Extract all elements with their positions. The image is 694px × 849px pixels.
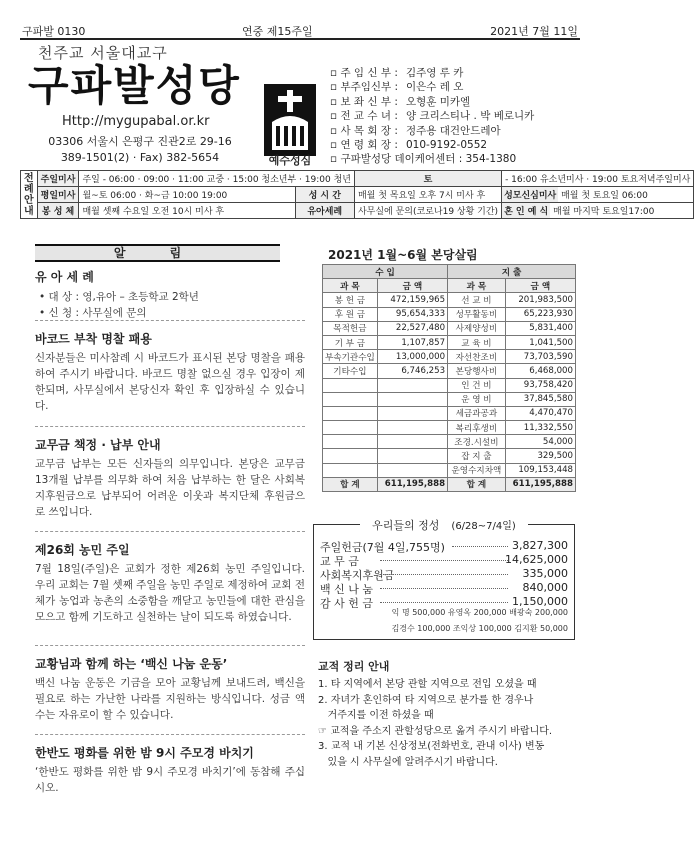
finance-row bbox=[323, 435, 576, 449]
divider bbox=[35, 645, 305, 646]
parish-title: 구파발성당 bbox=[28, 61, 241, 110]
transfer-line: 거주지를 이전 하셨을 때 bbox=[318, 710, 434, 722]
finance-category: 조경.시설비 bbox=[448, 435, 506, 449]
finance-row bbox=[323, 463, 576, 477]
cell-label: 토 bbox=[354, 171, 501, 187]
address-line: 03306 서울시 은평구 진관2로 29-16 bbox=[48, 135, 232, 148]
cell-pair: 성모신심미사 매월 첫 토요일 06:00 bbox=[502, 187, 694, 203]
finance-row bbox=[323, 378, 576, 392]
transfer-line: 1. 타 지역에서 본당 관할 지역으로 전입 오셨을 때 bbox=[318, 679, 537, 690]
notice-body: ‘한반도 평화를 위한 밤 9시 주모경 바치기’에 동참해 주십시오. bbox=[35, 766, 305, 794]
notice-vaccine-sharing bbox=[35, 655, 305, 723]
notices-section-label: 알 림 bbox=[35, 244, 280, 262]
finance-category bbox=[323, 406, 378, 420]
notice-body: 7월 18일(주일)은 교회가 정한 제26회 농민 주일입니다. 우리 교회는 7월 셋째 주일을 농민 주일로 제정하여 교회 전체가 농업과 농촌의 소중함을 깨닫고 농민들에 대한 관심을 모으고 함께 기도하고 실천하는 날이 되도록 하였습니다. bbox=[35, 563, 306, 623]
finance-amount: 37,845,580 bbox=[505, 392, 575, 406]
finance-category: 인 건 비 bbox=[448, 378, 506, 392]
staff-list bbox=[330, 66, 534, 167]
notice-infant-baptism bbox=[35, 268, 305, 321]
offering-amount: 840,000 bbox=[522, 581, 568, 594]
finance-amount: 73,703,590 bbox=[505, 350, 575, 364]
offering-label: 교 무 금 bbox=[320, 555, 359, 568]
offering-label: 백 신 나 눔 bbox=[320, 583, 373, 596]
staff-row: ▫ 전 교 수 녀 : 양 크리스티나 . 박 베로니카 bbox=[330, 110, 535, 123]
leader-dots bbox=[380, 602, 508, 603]
cell-value: 월~토 06:00 · 화~금 10:00 19:00 bbox=[79, 187, 295, 203]
finance-row bbox=[323, 321, 576, 335]
cell-value: - 16:00 유소년미사 · 19:00 토요저녁주일미사 bbox=[502, 171, 694, 187]
finance-category: 성무활동비 bbox=[448, 307, 506, 321]
finance-amount: 22,527,480 bbox=[377, 321, 447, 335]
finance-category bbox=[323, 421, 378, 435]
finance-amount: 4,470,470 bbox=[505, 406, 575, 420]
notice-line: • 대 상 : 영,유아 – 초등학교 2학년 bbox=[39, 291, 199, 303]
finance-amount bbox=[377, 406, 447, 420]
offering-note: 익 명 500,000 유영옥 200,000 배광숙 200,000 bbox=[391, 608, 568, 617]
total-label: 합 계 bbox=[448, 477, 506, 491]
leader-dots bbox=[380, 588, 508, 589]
finance-total-row bbox=[323, 477, 576, 491]
transfer-line: 2. 자녀가 혼인하여 타 지역으로 분가를 한 경우나 bbox=[318, 694, 534, 706]
finance-category bbox=[323, 378, 378, 392]
notice-body: 백신 나눔 운동은 기금을 모아 교황님께 보내드려, 백신을 필요로 하는 가난한 나라를 지원하는 방식입니다. 성금 액수는 자유로이 할 수 있습니다. bbox=[35, 677, 305, 721]
offering-note: 김경수 100,000 조익상 100,000 김지환 50,000 bbox=[391, 624, 568, 633]
issue-number: 구파발 0130 bbox=[22, 25, 86, 38]
finance-table bbox=[322, 264, 576, 492]
finance-row bbox=[323, 392, 576, 406]
cell-label: 유아세례 bbox=[295, 203, 354, 219]
notice-title: 제26회 농민 주일 bbox=[35, 543, 130, 557]
finance-amount bbox=[377, 378, 447, 392]
finance-category: 봉 헌 금 bbox=[323, 293, 378, 307]
finance-category: 운영수지차액 bbox=[448, 463, 506, 477]
finance-row bbox=[323, 293, 576, 307]
finance-category: 잡 지 출 bbox=[448, 449, 506, 463]
finance-amount: 95,654,333 bbox=[377, 307, 447, 321]
offering-amount: 335,000 bbox=[522, 567, 568, 580]
finance-amount: 201,983,500 bbox=[505, 293, 575, 307]
offering-label: 사회복지후원금 bbox=[320, 569, 395, 582]
finance-category: 운 영 비 bbox=[448, 392, 506, 406]
cell-value: 사무실에 문의(코로나19 상황 기간) bbox=[354, 203, 501, 219]
leader-dots bbox=[380, 574, 508, 575]
income-header: 수 입 bbox=[323, 265, 448, 279]
finance-amount bbox=[377, 392, 447, 406]
finance-category: 선 교 비 bbox=[448, 293, 506, 307]
col-header: 금 액 bbox=[505, 279, 575, 293]
finance-amount: 13,000,000 bbox=[377, 350, 447, 364]
notice-title: 교무금 책정 · 납부 안내 bbox=[35, 438, 161, 452]
offering-box bbox=[313, 519, 575, 640]
address-block bbox=[30, 134, 250, 166]
phone-line: 389-1501(2) · Fax) 382-5654 bbox=[60, 151, 220, 164]
finance-category bbox=[323, 435, 378, 449]
transfer-line: 있을 시 사무실에 알려주시기 바랍니다. bbox=[318, 756, 498, 768]
finance-amount bbox=[377, 435, 447, 449]
transfer-body bbox=[318, 677, 580, 771]
total-amount: 611,195,888 bbox=[505, 477, 575, 491]
cell-value: 매월 첫 목요일 오후 7시 미사 후 bbox=[354, 187, 501, 203]
finance-amount: 54,000 bbox=[505, 435, 575, 449]
finance-amount: 93,758,420 bbox=[505, 378, 575, 392]
finance-amount: 1,107,857 bbox=[377, 335, 447, 349]
notice-farmers-sunday bbox=[35, 541, 305, 625]
offering-amount: 1,150,000 bbox=[512, 595, 568, 608]
liturgical-week: 연중 제15주일 bbox=[242, 25, 313, 38]
finance-amount bbox=[377, 449, 447, 463]
total-label: 합 계 bbox=[323, 477, 378, 491]
offering-amount: 14,625,000 bbox=[505, 553, 568, 566]
finance-category: 세금과공과 bbox=[448, 406, 506, 420]
cell-label: 성 시 간 bbox=[295, 187, 354, 203]
cell-label: 평일미사 bbox=[37, 187, 79, 203]
notice-barcode bbox=[35, 330, 305, 414]
staff-row: ▫ 구파발성당 데이케어센터 : 354-1380 bbox=[330, 153, 517, 166]
finance-amount: 472,159,965 bbox=[377, 293, 447, 307]
staff-row: ▫ 부주임신부 : 이은수 레 오 bbox=[330, 81, 464, 94]
offering-title: 우리들의 정성 (6/28~7/4일) bbox=[314, 517, 574, 533]
finance-amount: 6,746,253 bbox=[377, 364, 447, 378]
finance-amount: 1,041,500 bbox=[505, 335, 575, 349]
divider bbox=[35, 531, 305, 532]
notice-title: 유 아 세 례 bbox=[35, 270, 94, 284]
finance-amount: 11,332,550 bbox=[505, 421, 575, 435]
staff-row: ▫ 보 좌 신 부 : 오형훈 미카엘 bbox=[330, 95, 471, 108]
diocese-label: 천주교 서울대교구 bbox=[38, 44, 168, 62]
finance-row bbox=[323, 406, 576, 420]
issue-date: 2021년 7월 11일 bbox=[490, 25, 578, 38]
top-bar bbox=[20, 20, 580, 40]
finance-row bbox=[323, 421, 576, 435]
finance-amount bbox=[377, 421, 447, 435]
transfer-line: ☞ 교적을 주소지 관할성당으로 옮겨 주시기 바랍니다. bbox=[318, 725, 553, 737]
divider bbox=[35, 426, 305, 427]
finance-category bbox=[323, 392, 378, 406]
notice-title: 바코드 부착 명찰 패용 bbox=[35, 332, 152, 346]
finance-category: 후 원 금 bbox=[323, 307, 378, 321]
transfer-line: 3. 교적 내 기본 신상정보(전화번호, 관내 이사) 변동 bbox=[318, 741, 545, 753]
finance-row bbox=[323, 335, 576, 349]
cell-pair: 혼 인 예 식 매월 마지막 토요일17:00 bbox=[502, 203, 694, 219]
finance-amount: 5,831,400 bbox=[505, 321, 575, 335]
finance-row bbox=[323, 449, 576, 463]
offering-label: 주일헌금(7월 4일,755명) bbox=[320, 541, 445, 554]
finance-category: 본당행사비 bbox=[448, 364, 506, 378]
finance-amount bbox=[377, 463, 447, 477]
finance-row bbox=[323, 364, 576, 378]
notice-body: 교무금 납부는 모든 신자들의 의무입니다. 본당은 교무금 13개월 납부를 의무화 하여 처음 납부하는 한 달은 사회복지후원금으로 납부되어 어려운 이웃과 복지단체 후원금으로 쓰입니다. bbox=[35, 458, 305, 518]
notice-title: 한반도 평화를 위한 밤 9시 주모경 바치기 bbox=[35, 746, 254, 760]
leader-dots bbox=[380, 560, 508, 561]
expense-header: 지 출 bbox=[448, 265, 576, 279]
notice-dues bbox=[35, 436, 305, 520]
transfer-title: 교적 정리 안내 bbox=[318, 660, 390, 673]
col-header: 금 액 bbox=[377, 279, 447, 293]
finance-category: 교 육 비 bbox=[448, 335, 506, 349]
notice-line: • 신 청 : 사무실에 문의 bbox=[39, 307, 147, 319]
liturgy-schedule-table bbox=[20, 170, 694, 219]
offering-amount: 3,827,300 bbox=[512, 539, 568, 552]
col-header: 과 목 bbox=[448, 279, 506, 293]
leader-dots bbox=[452, 546, 508, 547]
finance-row bbox=[323, 350, 576, 364]
finance-category: 부속기관수입 bbox=[323, 350, 378, 364]
finance-title: 2021년 1월~6월 본당살림 bbox=[328, 248, 478, 262]
notice-peace-prayer bbox=[35, 744, 305, 796]
finance-category: 기 부 금 bbox=[323, 335, 378, 349]
finance-category bbox=[323, 463, 378, 477]
offering-label: 감 사 헌 금 bbox=[320, 597, 373, 610]
finance-category: 목적헌금 bbox=[323, 321, 378, 335]
total-amount: 611,195,888 bbox=[377, 477, 447, 491]
finance-category: 복리후생비 bbox=[448, 421, 506, 435]
finance-amount: 6,468,000 bbox=[505, 364, 575, 378]
col-header: 과 목 bbox=[323, 279, 378, 293]
cell-label: 주일미사 bbox=[37, 171, 79, 187]
finance-category: 자선찬조비 bbox=[448, 350, 506, 364]
cell-label: 봉 성 체 bbox=[37, 203, 79, 219]
divider bbox=[35, 734, 305, 735]
finance-category: 기타수입 bbox=[323, 364, 378, 378]
cell-value: 매월 셋째 수요일 오전 10시 미사 후 bbox=[79, 203, 295, 219]
website-link[interactable]: Http://mygupabal.or.kr bbox=[62, 114, 210, 129]
schedule-side-label: 전례안내 bbox=[21, 171, 38, 219]
divider bbox=[35, 320, 305, 321]
staff-row: ▫ 연 령 회 장 : 010-9192-0552 bbox=[330, 139, 488, 152]
finance-amount: 109,153,448 bbox=[505, 463, 575, 477]
notice-body: 신자분들은 미사참례 시 바코드가 표시된 본당 명찰을 패용하여 주시기 바랍니다. 바코드 명찰 없으실 경우 입장이 제한되며, 사무실에서 본당신자 확인 후 입장하실 수 있습니다. bbox=[35, 352, 305, 412]
cell-value: 주일 - 06:00 · 09:00 · 11:00 교중 · 15:00 청소년부 · 19:00 청년 bbox=[79, 171, 355, 187]
finance-category bbox=[323, 449, 378, 463]
staff-row: ▫ 사 목 회 장 : 정주용 대건안드레아 bbox=[330, 124, 501, 137]
finance-amount: 329,500 bbox=[505, 449, 575, 463]
finance-category: 사제양성비 bbox=[448, 321, 506, 335]
finance-amount: 65,223,930 bbox=[505, 307, 575, 321]
logo-caption: 예수성심 bbox=[268, 154, 312, 167]
notice-title: 교황님과 함께 하는 ‘백신 나눔 운동’ bbox=[35, 657, 228, 671]
finance-row bbox=[323, 307, 576, 321]
staff-row: ▫ 주 임 신 부 : 김주영 루 카 bbox=[330, 67, 464, 79]
